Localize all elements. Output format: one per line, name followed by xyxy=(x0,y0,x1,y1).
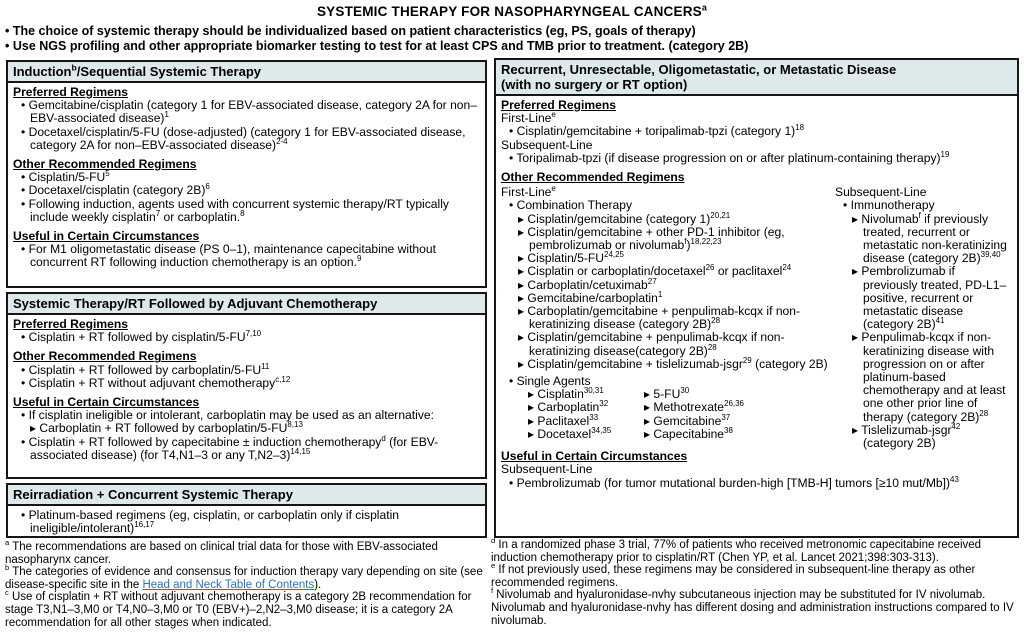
section-heading: Useful in Certain Circumstances xyxy=(501,449,688,464)
list-item: • Platinum-based regimens (eg, cisplatin, or carboplatin only if cisplatin ineligible/intolerant)$^{16,17}$ xyxy=(21,508,399,536)
reirradiation-box-title: Reirradiation + Concurrent Systemic Therapy xyxy=(8,485,485,506)
list-item: • Toripalimab-tpzi (if disease progression on or after platinum-containing therapy)$^{19}$ xyxy=(509,149,950,165)
induction-sequential-box xyxy=(6,60,487,288)
superscript-ref: 37 xyxy=(721,412,731,422)
superscript-ref: 7,10 xyxy=(245,329,262,339)
sub-list-item: ▸ Docetaxel$^{34,35}$ xyxy=(528,425,612,441)
superscript-ref: d xyxy=(381,433,386,443)
footnote: $^e$ If not previously used, these regimens may be considered in subsequent-line therapy as other recommended regimens. xyxy=(491,561,976,589)
list-item: • If cisplatin ineligible or intolerant, carboplatin may be used as an alternative: xyxy=(21,408,434,423)
footnote: $^f$ Nivolumab and hyaluronidase-nvhy subcutaneous injection may be substituted for IV nivolumab. Nivolumab and hyaluronidase-nvhy has different dosing and administration instructions compared to IV nivolumab. xyxy=(491,586,1014,627)
superscript-ref: 20,21 xyxy=(710,210,731,220)
superscript-ref: 6 xyxy=(205,182,210,192)
sub-list-item: ▸ Gemcitabine/carboplatin$^1$ xyxy=(518,289,663,305)
superscript-ref: e xyxy=(551,110,556,120)
sub-list-item: ▸ Gemcitabine$^{37}$ xyxy=(644,412,731,428)
superscript-ref: 34,35 xyxy=(591,425,612,435)
superscript-ref: 26 xyxy=(705,263,715,273)
list-item: • Cisplatin + RT followed by capecitabine ± induction chemotherapy$^d$ (for EBV-associated disease) (for T4,N1–3 or any T,N2–3)$^{14,15}$ xyxy=(21,433,439,462)
line-label: First-Line$^e$ xyxy=(501,110,556,126)
sub-list-item: ▸ Penpulimab-kcqx if non-keratinizing disease with progression on or after platinum-based chemotherapy and at least one other prior line of therapy (category 2B)$^{28}$ xyxy=(852,330,1006,424)
section-heading: Preferred Regimens xyxy=(501,98,616,112)
recurrent-firstline-column xyxy=(501,186,835,450)
recurrent-box-title-line1: Recurrent, Unresectable, Oligometastatic, or Metastatic Disease xyxy=(501,62,897,77)
sub-list-item: ▸ Cisplatin or carboplatin/docetaxel$^{26}$ or paclitaxel$^{24}$ xyxy=(518,263,792,279)
recurrent-useful-section xyxy=(501,450,1012,490)
sub-list-item: ▸ Cisplatin$^{30,31}$ xyxy=(528,386,604,402)
superscript-ref: 7 xyxy=(155,208,161,218)
recurrent-preferred-section xyxy=(501,99,1012,184)
list-item: • Cisplatin + RT followed by cisplatin/5-FU$^{7,10}$ xyxy=(21,329,262,345)
footnote: $^c$ Use of cisplatin + RT without adjuvant chemotherapy is a category 2B recommendation for stage T3,N1–3,M0 or T4,N0–3,M0 or T0 (EBV+)–2,N2–3,M0 disease; it is a category 2A recommendation for all other stages when indicated. xyxy=(5,588,472,629)
list-item: • Docetaxel/cisplatin/5-FU (dose-adjusted) (category 1 for EBV-associated disease, category 2A for non–EBV-associated disease)$^{2-4}$ xyxy=(21,124,466,152)
superscript-ref: d xyxy=(491,536,496,546)
adjuvant-box-title: Systemic Therapy/RT Followed by Adjuvant Chemotherapy xyxy=(8,294,485,315)
sub-list-item: ▸ Methotrexate$^{26,36}$ xyxy=(644,399,744,415)
superscript-ref: 28 xyxy=(707,342,717,352)
superscript-ref: b xyxy=(5,563,10,573)
sub-list-item: ▸ Pembrolizumab if previously treated, PD-L1–positive, recurrent or metastatic disease (category 2B)$^{41}$ xyxy=(852,264,1007,332)
section-heading: Other Recommended Regimens xyxy=(501,170,685,185)
superscript-ref: 30,31 xyxy=(583,386,604,396)
list-item: • Gemcitabine/cisplatin (category 1 for EBV-associated disease, category 2A for non–EBV-associated disease)$^1$ xyxy=(21,98,477,126)
superscript-ref: 28 xyxy=(979,408,989,418)
list-item: • Single Agents xyxy=(509,374,591,389)
superscript-ref: 42 xyxy=(951,421,961,431)
superscript-ref: c xyxy=(5,588,9,598)
line-label: First-Line$^e$ xyxy=(501,184,556,200)
superscript-ref: 14,15 xyxy=(290,446,311,456)
superscript-ref: f xyxy=(491,586,494,596)
list-item: • Cisplatin + RT without adjuvant chemotherapy$^{c,12}$ xyxy=(21,374,291,390)
section-heading: Other Recommended Regimens xyxy=(13,157,197,172)
superscript-ref: 38 xyxy=(724,425,733,435)
superscript-ref: 19 xyxy=(940,149,950,159)
list-item: • Immunotherapy xyxy=(843,198,935,213)
superscript-ref: 41 xyxy=(935,316,945,326)
superscript-ref: 28 xyxy=(711,316,721,326)
line-label: Subsequent-Line xyxy=(501,462,593,477)
list-item: • Docetaxel/cisplatin (category 2B)$^6$ xyxy=(21,182,210,198)
list-item: • Cisplatin/$5-FU^5$ xyxy=(21,169,110,185)
page-title: SYSTEMIC THERAPY FOR NASOPHARYNGEAL CANCERS$^a$ xyxy=(316,2,708,19)
single-agents-col2 xyxy=(627,388,797,441)
superscript-ref: a xyxy=(5,538,10,548)
sub-list-item: ▸ Cisplatin/gemcitabine (category 1)$^{20,21}$ xyxy=(518,210,731,226)
footnotes-right xyxy=(491,536,1021,627)
sub-list-item: ▸ Cisplatin/gemcitabine + tislelizumab-jsgr$^{29}$ (category 2B) xyxy=(518,355,828,371)
superscript-ref: 24,25 xyxy=(604,250,624,260)
superscript-ref: f xyxy=(684,237,687,246)
sub-list-item: ▸ Nivolumab$^f$ if previously treated, recurrent or metastatic non-keratinizing disease (category 2B)$^{39,40}$ xyxy=(852,210,1007,266)
superscript-ref: 43 xyxy=(950,474,959,484)
list-item: • Following induction, agents used with concurrent systemic therapy/RT typically include weekly cisplatin$^7$ or carboplatin.$^8$ xyxy=(21,196,449,224)
sub-list-item: ▸ Tislelizumab-jsgr$^{42}$ (category 2B) xyxy=(852,421,961,451)
recurrent-box-title xyxy=(496,60,1017,96)
adjuvant-chemo-box xyxy=(6,292,487,479)
footnote: $^a$ The recommendations are based on clinical trial data for those with EBV-associated nasopharynx cancer. xyxy=(5,538,438,566)
superscript-ref: 5 xyxy=(105,169,110,179)
reirradiation-box-content xyxy=(8,506,485,537)
induction-box-content xyxy=(8,83,485,272)
footnotes-left xyxy=(5,538,488,629)
sub-list-item: ▸ Capecitabine$^{38}$ xyxy=(644,425,733,441)
recurrent-subsequentline-column xyxy=(835,186,1012,450)
section-heading: Preferred Regimens xyxy=(13,317,128,331)
reirradiation-box xyxy=(6,483,487,538)
superscript-ref: 29 xyxy=(742,355,752,365)
sub-list-item: ▸ 5-FU$^{30}$ xyxy=(644,386,690,402)
list-item: • Combination Therapy xyxy=(509,198,632,213)
single-agents-col1 xyxy=(511,388,627,441)
superscript-ref: 24 xyxy=(782,263,792,273)
recurrent-box-content xyxy=(496,96,1017,492)
single-agents-columns xyxy=(501,388,835,441)
superscript-ref: f xyxy=(918,210,921,220)
superscript-ref: 1 xyxy=(657,289,663,299)
list-item: • Pembrolizumab (for tumor mutational burden-high [TMB-H] tumors [≥10 mut/Mb])$^{43}$ xyxy=(509,474,959,490)
sub-list-item: ▸ Cisplatin/5-FU$^{24,25}$ xyxy=(518,250,624,266)
superscript-ref: 33 xyxy=(589,412,599,422)
line-label: Subsequent-Line xyxy=(835,185,927,200)
sub-list-item: ▸ Paclitaxel$^{33}$ xyxy=(528,412,599,428)
superscript-ref: e xyxy=(491,561,496,571)
footnote: $^b$ The categories of evidence and consensus for induction therapy vary depending on site (see disease-specific site in the Head and Neck Table of Contents). xyxy=(5,563,483,591)
superscript-ref: 18,22,23 xyxy=(690,237,722,246)
intro-bullet: • The choice of systemic therapy should be individualized based on patient characteristics (eg, PS, goals of therapy) xyxy=(5,24,696,38)
superscript-ref: 9 xyxy=(356,254,362,264)
superscript-ref: 16,17 xyxy=(134,520,155,530)
adjuvant-box-content xyxy=(8,315,485,464)
superscript-ref: a xyxy=(701,2,708,13)
head-and-neck-toc-link[interactable]: Head and Neck Table of Contents xyxy=(142,578,315,591)
sub-list-item: ▸ Carboplatin$^{32}$ xyxy=(528,399,609,415)
induction-box-title: Induction$^b$/Sequential Systemic Therapy xyxy=(8,62,485,83)
superscript-ref: 11 xyxy=(261,361,270,371)
recurrent-metastatic-box xyxy=(494,58,1019,538)
list-item: • Cisplatin + RT followed by carboplatin/5-FU$^{11}$ xyxy=(21,361,270,377)
footnote: $^d$ In a randomized phase 3 trial, 77% of patients who received metronomic capecitabine received induction chemotherapy prior to cisplatin/RT (Chen YP, et al. Lancet 2021;398:303-313). xyxy=(491,536,982,564)
recurrent-other-columns xyxy=(501,186,1012,450)
list-item: • For M1 oligometastatic disease (PS 0–1), maintenance capecitabine without concurrent RT following induction chemotherapy is an option.$^9$ xyxy=(21,242,436,270)
superscript-ref: 30 xyxy=(680,386,690,396)
sub-list-item: ▸ Cisplatin/gemcitabine + other PD-1 inhibitor (eg, pembrolizumab or nivolumab$^f$)$^{18,22,23}$ xyxy=(518,224,785,253)
superscript-ref: c,12 xyxy=(275,374,291,384)
superscript-ref: 1 xyxy=(164,110,169,120)
intro-bullet: • Use NGS profiling and other appropriate biomarker testing to test for at least CPS and TMB prior to treatment. (category 2B) xyxy=(5,39,749,53)
superscript-ref: 27 xyxy=(647,276,657,286)
superscript-ref: 8,13 xyxy=(287,420,303,430)
sub-list-item: ▸ Carboplatin/gemcitabine + penpulimab-kcqx if non-keratinizing disease (category 2B)$^{28}$ xyxy=(518,304,801,332)
superscript-ref: 8 xyxy=(240,208,245,218)
section-heading: Other Recommended Regimens xyxy=(13,349,197,364)
superscript-ref: 18 xyxy=(795,123,805,133)
section-heading: Preferred Regimens xyxy=(13,85,128,99)
superscript-ref: b xyxy=(71,62,77,73)
section-heading: Useful in Certain Circumstances xyxy=(13,395,200,410)
superscript-ref: 26,36 xyxy=(724,399,744,409)
list-item: • Cisplatin/gemcitabine + toripalimab-tpzi (category 1)$^{18}$ xyxy=(509,123,805,139)
superscript-ref: 32 xyxy=(599,399,609,409)
sub-list-item: ▸ Carboplatin/cetuximab$^{27}$ xyxy=(518,276,657,292)
sub-list-item: ▸ Carboplatin + RT followed by carboplatin/5-FU$^{8,13}$ xyxy=(30,420,303,436)
superscript-ref: 39,40 xyxy=(980,250,1001,260)
line-label: Subsequent-Line xyxy=(501,137,593,152)
section-heading: Useful in Certain Circumstances xyxy=(13,229,200,244)
superscript-ref: 2-4 xyxy=(276,136,288,146)
intro-bullets xyxy=(5,24,1019,54)
recurrent-box-title-line2: (with no surgery or RT option) xyxy=(501,77,688,92)
sub-list-item: ▸ Cisplatin/gemcitabine + penpulimab-kcqx if non-keratinizing disease(category 2B)$^{28}$ xyxy=(518,330,785,358)
superscript-ref: e xyxy=(551,184,556,194)
